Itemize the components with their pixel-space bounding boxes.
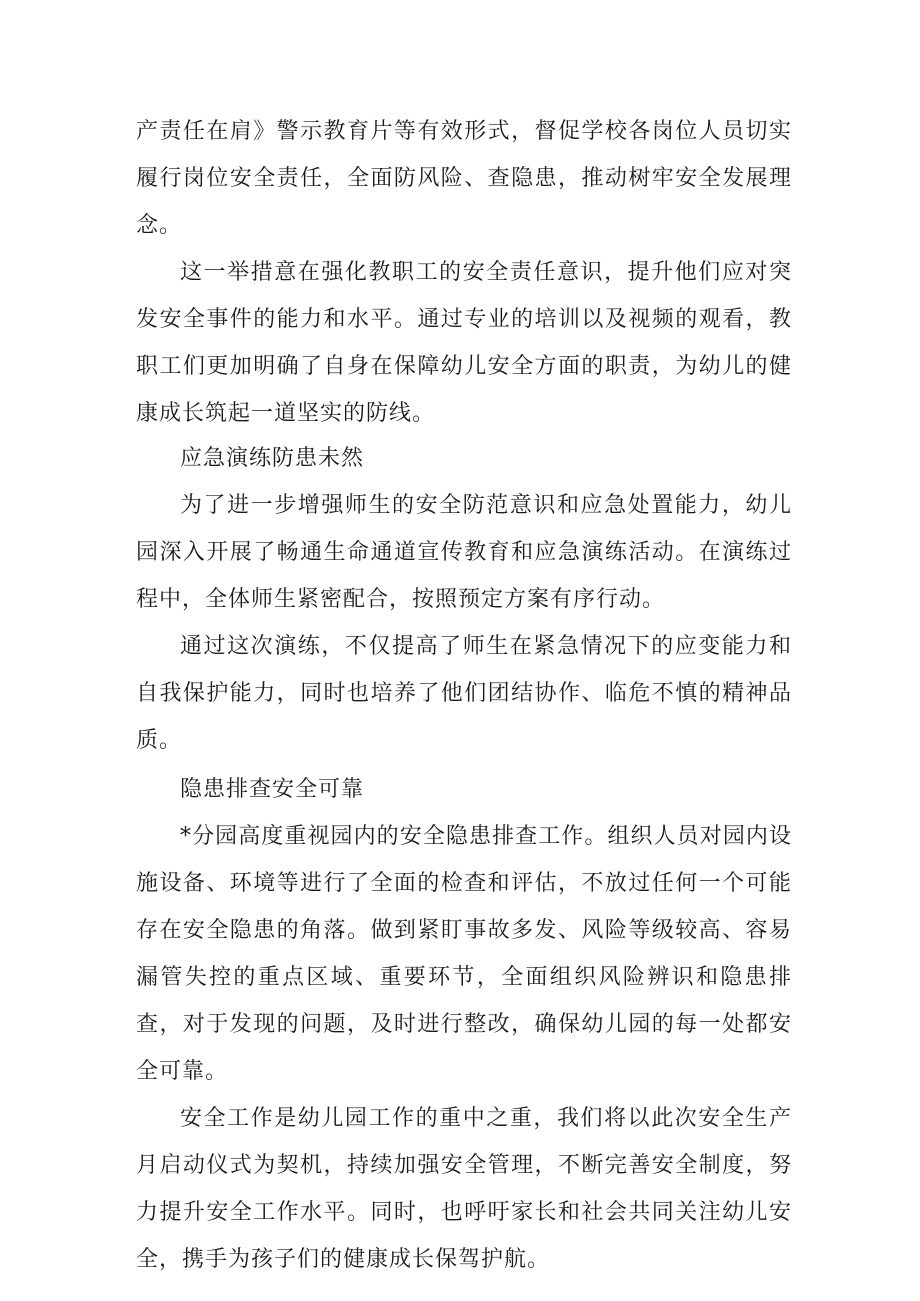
paragraph-drill-activity: 为了进一步增强师生的安全防范意识和应急处置能力，幼儿园深入开展了畅通生命通道宣传教育和应急演练活动。在演练过程中，全体师生紧密配合，按照预定方案有序行动。 [136,493,792,612]
paragraph-conclusion: 安全工作是幼儿园工作的重中之重，我们将以此次安全生产月启动仪式为契机，持续加强安全管理，不断完善安全制度，努力提升安全工作水平。同时，也呼吁家长和社会共同关注幼儿安全，携手为孩子们的健康成长保驾护航。 [136,1106,792,1272]
paragraph-continued: 产责任在肩》警示教育片等有效形式，督促学校各岗位人员切实履行岗位安全责任，全面防风险、查隐患，推动树牢安全发展理念。 [136,119,792,238]
section-heading-emergency-drill: 应急演练防患未然 [180,446,365,471]
document-body [136,108,792,1283]
paragraph-hazard-inspection: *分园高度重视园内的安全隐患排查工作。组织人员对园内设施设备、环境等进行了全面的检查和评估，不放过任何一个可能存在安全隐患的角落。做到紧盯事故多发、风险等级较高、容易漏管失控的重点区域、重要环节，全面组织风险辨识和隐患排查，对于发现的问题，及时进行整改，确保幼儿园的每一处都安全可靠。 [136,824,792,1084]
paragraph-drill-outcome: 通过这次演练，不仅提高了师生在紧急情况下的应变能力和自我保护能力，同时也培养了他们团结协作、临危不慎的精神品质。 [136,634,792,753]
paragraph-training-purpose: 这一举措意在强化教职工的安全责任意识，提升他们应对突发安全事件的能力和水平。通过专业的培训以及视频的观看，教职工们更加明确了自身在保障幼儿安全方面的职责，为幼儿的健康成长筑起一道坚实的防线。 [136,260,792,426]
section-heading-hazard-inspection: 隐患排查安全可靠 [180,777,365,802]
